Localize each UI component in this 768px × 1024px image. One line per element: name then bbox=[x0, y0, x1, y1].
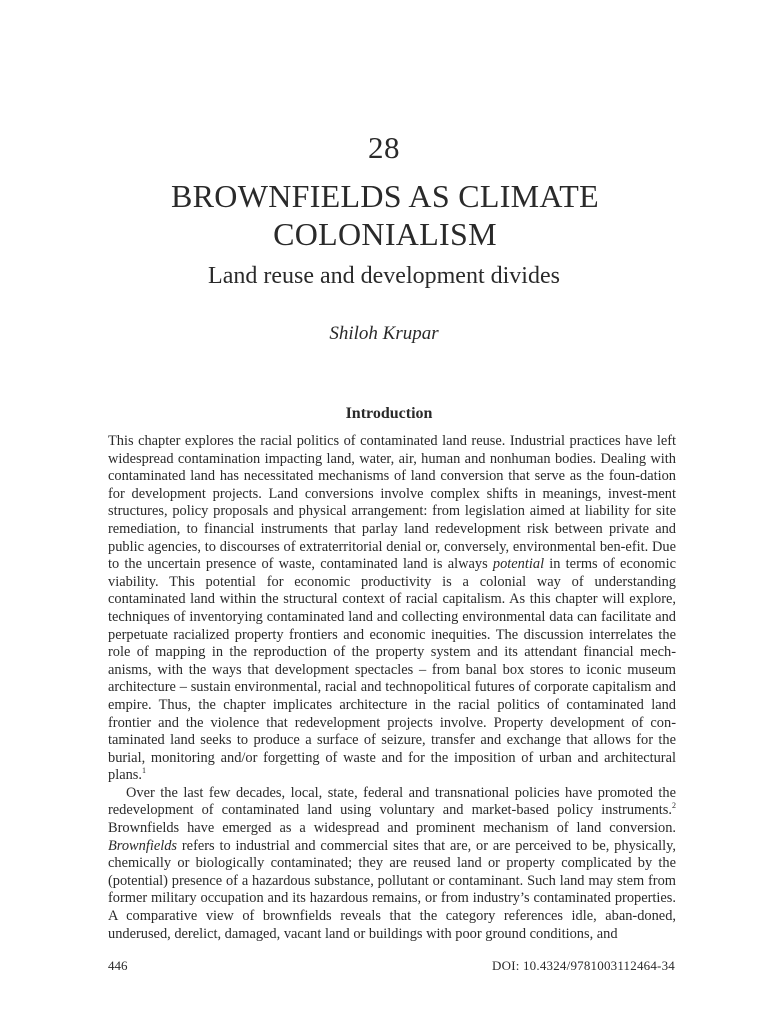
chapter-title: BROWNFIELDS AS CLIMATE COLONIALISM bbox=[171, 178, 599, 252]
paragraph bbox=[108, 433, 676, 785]
chapter-number: 28 bbox=[368, 130, 400, 165]
emphasis-text: potential bbox=[492, 556, 545, 573]
body-text bbox=[108, 433, 676, 943]
doi-link[interactable]: DOI: 10.4324/9781003112464-34 bbox=[492, 958, 675, 973]
paragraph-text: in terms of economic viability. This potential for economic productivity is a colonial way of understanding contaminated land within the structural context of racial capitalism. As this chapter will explore, techniques of inventorying contaminated land and collecting environmental data can facilitate and perpetuate racialized property frontiers and economic inequities. The discussion interrelates the role of mapping in the reproduction of the property system and its attendant financial mech-anisms, with the ways that development spectacles – from banal box stores to iconic museum architecture – sustain environmental, racial and technopolitical futures of corporate capitalism and empire. Thus, the chapter implicates architecture in the racial politics of contaminated land frontier and the violence that redevelopment projects involve. Property development of con-taminated land seeks to produce a surface of seizure, transfer and exchange that allows for the burial, monitoring and/or forgetting of waste and for the imposition of urban and architectural plans. bbox=[108, 556, 676, 784]
paragraph-text: This chapter explores the racial politics of contaminated land reuse. Industrial practices have left widespread contamination impacting land, water, air, human and nonhuman bodies. Dealing with contaminated land has necessitated mechanisms of land conversion that serve as the foun-dation for development projects. Land conversions involve complex shifts in meanings, invest-ment structures, policy proposals and physical arrangement: from legislation aimed at liability for site remediation, to financial instruments that parlay land redevelopment risk between private and public agencies, to discourses of extraterritorial denial or, conversely, environmental ben-efit. Due to the uncertain presence of waste, contaminated land is always bbox=[108, 433, 676, 573]
section-heading: Introduction bbox=[345, 405, 433, 422]
footnote-marker[interactable]: 2 bbox=[672, 801, 676, 811]
page-number: 446 bbox=[108, 958, 128, 973]
emphasis-text: Brownfields bbox=[108, 837, 178, 854]
paragraph-text: Brownfields have emerged as a widespread and prominent mechanism of land conversion. bbox=[108, 820, 676, 837]
paragraph bbox=[108, 785, 676, 943]
paragraph-text: Over the last few decades, local, state, federal and transnational policies have promoted the redevelopment of contaminated land using voluntary and market-based policy instruments. bbox=[108, 784, 676, 819]
footnote-marker[interactable]: 1 bbox=[141, 766, 146, 776]
paragraph-text: refers to industrial and commercial sites that are, or are perceived to be, physically, chemically or biologically contaminated; they are reused land or property complicated by the (potential) presence of a hazardous substance, pollutant or contaminant. Such land may stem from former military occupation and its hazardous remains, or from industry’s contaminated properties. A comparative view of brownfields reveals that the category references idle, aban-doned, underused, derelict, damaged, vacant land or buildings with poor ground conditions, and bbox=[108, 837, 676, 942]
author-name: Shiloh Krupar bbox=[329, 323, 439, 344]
chapter-subtitle: Land reuse and development divides bbox=[208, 263, 560, 289]
